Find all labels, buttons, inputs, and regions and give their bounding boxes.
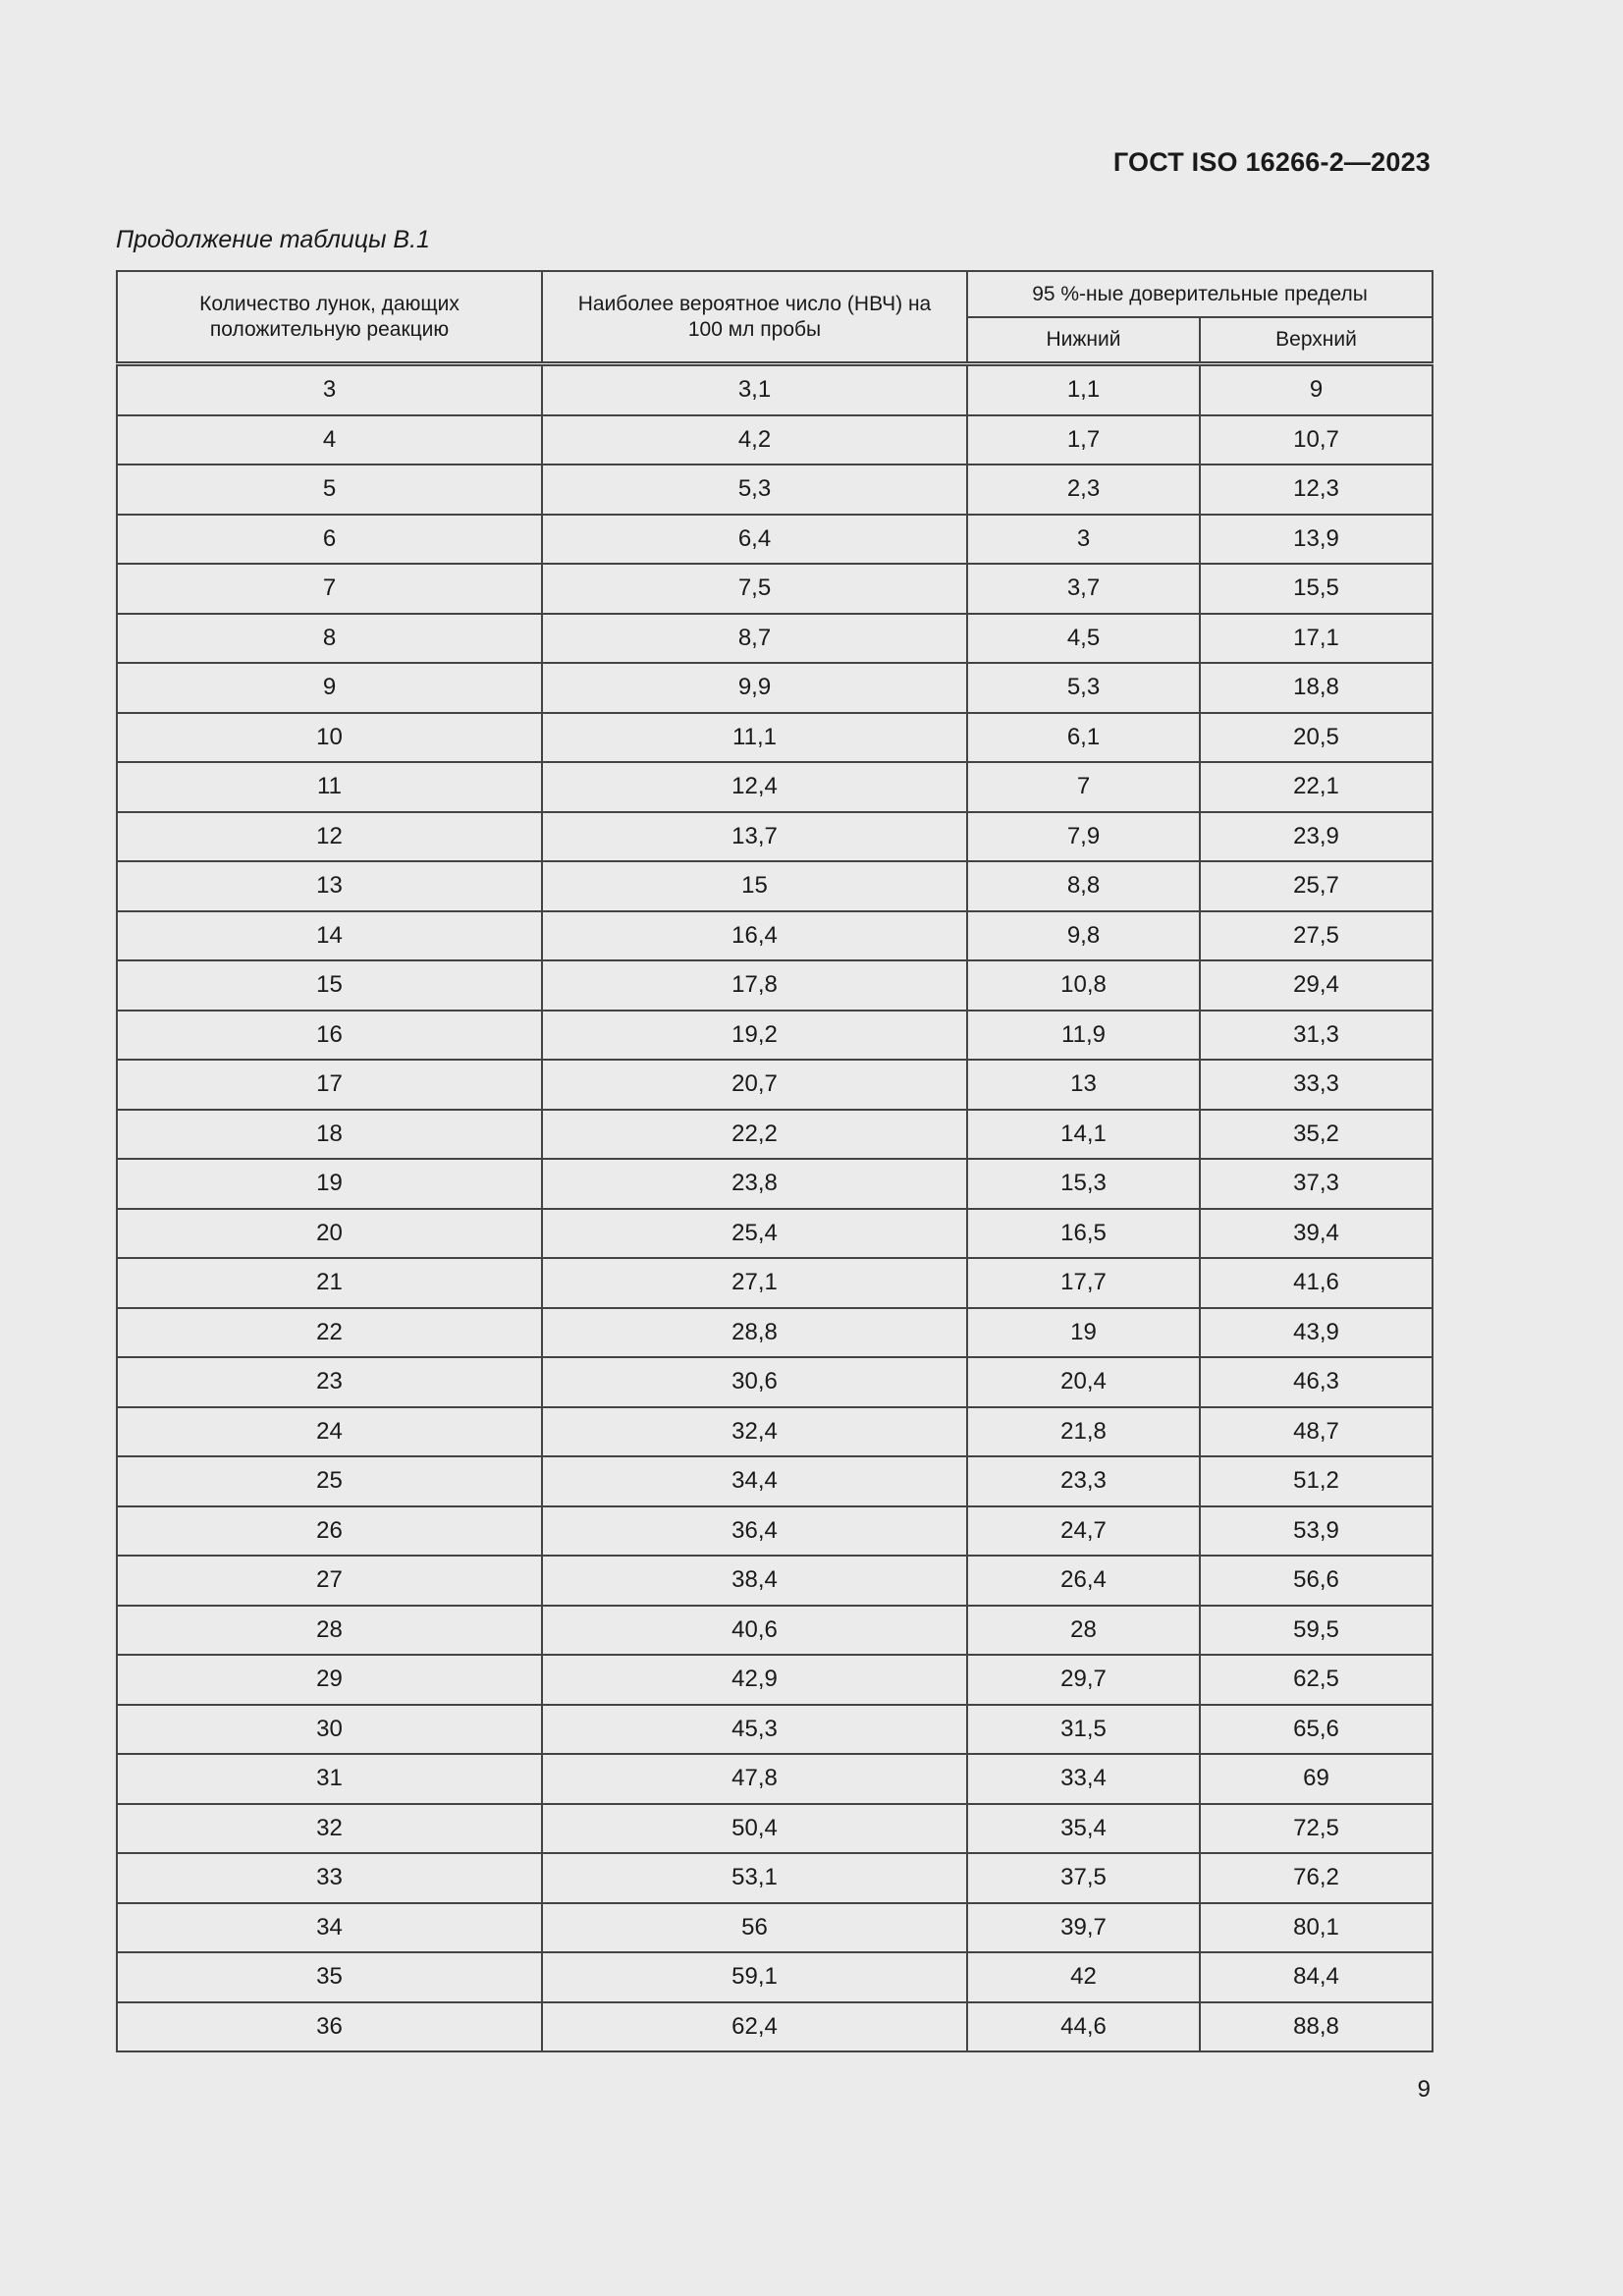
cell-upper: 59,5 [1200,1606,1433,1656]
cell-positive-wells: 17 [117,1060,542,1110]
cell-upper: 13,9 [1200,515,1433,565]
cell-mpn: 6,4 [542,515,967,565]
table-row [117,1655,1433,1705]
cell-mpn: 11,1 [542,713,967,763]
cell-upper: 72,5 [1200,1804,1433,1854]
cell-lower: 4,5 [967,614,1200,664]
table-row [117,1357,1433,1407]
cell-positive-wells: 4 [117,415,542,465]
cell-mpn: 20,7 [542,1060,967,1110]
cell-upper: 9 [1200,364,1433,415]
cell-lower: 7 [967,762,1200,812]
header-confidence-limits: 95 %-ные доверительные пределы [967,271,1433,317]
cell-mpn: 22,2 [542,1110,967,1160]
cell-lower: 14,1 [967,1110,1200,1160]
cell-mpn: 42,9 [542,1655,967,1705]
cell-positive-wells: 28 [117,1606,542,1656]
cell-upper: 84,4 [1200,1952,1433,2002]
cell-lower: 42 [967,1952,1200,2002]
cell-upper: 33,3 [1200,1060,1433,1110]
cell-positive-wells: 20 [117,1209,542,1259]
cell-upper: 69 [1200,1754,1433,1804]
table-row [117,713,1433,763]
table-row [117,1705,1433,1755]
cell-positive-wells: 24 [117,1407,542,1457]
cell-upper: 22,1 [1200,762,1433,812]
cell-positive-wells: 32 [117,1804,542,1854]
cell-lower: 3,7 [967,564,1200,614]
cell-lower: 16,5 [967,1209,1200,1259]
cell-upper: 53,9 [1200,1506,1433,1557]
cell-upper: 48,7 [1200,1407,1433,1457]
cell-positive-wells: 22 [117,1308,542,1358]
cell-mpn: 25,4 [542,1209,967,1259]
table-row [117,1308,1433,1358]
cell-upper: 23,9 [1200,812,1433,862]
cell-lower: 2,3 [967,465,1200,515]
table-row [117,1159,1433,1209]
cell-positive-wells: 34 [117,1903,542,1953]
cell-upper: 62,5 [1200,1655,1433,1705]
cell-mpn: 9,9 [542,663,967,713]
cell-upper: 27,5 [1200,911,1433,961]
table-row [117,515,1433,565]
cell-positive-wells: 31 [117,1754,542,1804]
cell-lower: 15,3 [967,1159,1200,1209]
cell-mpn: 28,8 [542,1308,967,1358]
table-row [117,1853,1433,1903]
cell-upper: 76,2 [1200,1853,1433,1903]
table-row [117,614,1433,664]
cell-positive-wells: 6 [117,515,542,565]
cell-positive-wells: 26 [117,1506,542,1557]
table-row [117,1952,1433,2002]
cell-upper: 10,7 [1200,415,1433,465]
cell-lower: 29,7 [967,1655,1200,1705]
table-row [117,415,1433,465]
table-row [117,1606,1433,1656]
cell-positive-wells: 23 [117,1357,542,1407]
header-mpn: Наиболее вероятное число (НВЧ) на 100 мл пробы [542,271,967,364]
mpn-table [116,270,1434,2052]
cell-lower: 9,8 [967,911,1200,961]
cell-lower: 31,5 [967,1705,1200,1755]
cell-upper: 29,4 [1200,960,1433,1011]
cell-positive-wells: 29 [117,1655,542,1705]
table-row [117,1407,1433,1457]
cell-upper: 80,1 [1200,1903,1433,1953]
table-row [117,364,1433,415]
cell-positive-wells: 36 [117,2002,542,2052]
cell-positive-wells: 35 [117,1952,542,2002]
table-row [117,1506,1433,1557]
cell-mpn: 15 [542,861,967,911]
cell-positive-wells: 5 [117,465,542,515]
table-row [117,812,1433,862]
cell-positive-wells: 8 [117,614,542,664]
cell-upper: 88,8 [1200,2002,1433,2052]
cell-lower: 3 [967,515,1200,565]
cell-positive-wells: 14 [117,911,542,961]
cell-mpn: 12,4 [542,762,967,812]
cell-upper: 18,8 [1200,663,1433,713]
cell-positive-wells: 21 [117,1258,542,1308]
cell-lower: 17,7 [967,1258,1200,1308]
table-body [117,364,1433,2052]
table-row [117,1011,1433,1061]
cell-mpn: 27,1 [542,1258,967,1308]
cell-positive-wells: 12 [117,812,542,862]
cell-mpn: 40,6 [542,1606,967,1656]
cell-positive-wells: 16 [117,1011,542,1061]
table-row [117,861,1433,911]
cell-upper: 37,3 [1200,1159,1433,1209]
table-row [117,1556,1433,1606]
cell-mpn: 45,3 [542,1705,967,1755]
cell-lower: 11,9 [967,1011,1200,1061]
cell-upper: 51,2 [1200,1456,1433,1506]
cell-lower: 19 [967,1308,1200,1358]
table-row [117,1209,1433,1259]
cell-lower: 35,4 [967,1804,1200,1854]
table-row [117,762,1433,812]
cell-upper: 20,5 [1200,713,1433,763]
cell-lower: 24,7 [967,1506,1200,1557]
cell-mpn: 32,4 [542,1407,967,1457]
cell-lower: 1,7 [967,415,1200,465]
cell-lower: 6,1 [967,713,1200,763]
cell-positive-wells: 33 [117,1853,542,1903]
table-row [117,1804,1433,1854]
cell-upper: 46,3 [1200,1357,1433,1407]
cell-mpn: 34,4 [542,1456,967,1506]
document-code: ГОСТ ISO 16266-2—2023 [1112,147,1431,177]
table-row [117,663,1433,713]
cell-lower: 26,4 [967,1556,1200,1606]
cell-positive-wells: 11 [117,762,542,812]
cell-mpn: 3,1 [542,364,967,415]
cell-lower: 28 [967,1606,1200,1656]
cell-upper: 65,6 [1200,1705,1433,1755]
table-caption: Продолжение таблицы В.1 [116,226,430,253]
cell-mpn: 47,8 [542,1754,967,1804]
table-row [117,2002,1433,2052]
cell-mpn: 17,8 [542,960,967,1011]
cell-lower: 37,5 [967,1853,1200,1903]
cell-mpn: 4,2 [542,415,967,465]
cell-upper: 31,3 [1200,1011,1433,1061]
cell-lower: 10,8 [967,960,1200,1011]
cell-mpn: 56 [542,1903,967,1953]
cell-lower: 44,6 [967,2002,1200,2052]
table-row [117,1060,1433,1110]
table-row [117,1754,1433,1804]
cell-lower: 20,4 [967,1357,1200,1407]
table-row [117,564,1433,614]
table-row [117,1903,1433,1953]
header-positive-wells: Количество лунок, дающих положительную реакцию [117,271,542,364]
cell-positive-wells: 10 [117,713,542,763]
cell-lower: 8,8 [967,861,1200,911]
cell-lower: 39,7 [967,1903,1200,1953]
header-upper: Верхний [1200,317,1433,364]
cell-mpn: 59,1 [542,1952,967,2002]
cell-positive-wells: 18 [117,1110,542,1160]
cell-lower: 21,8 [967,1407,1200,1457]
cell-positive-wells: 15 [117,960,542,1011]
table-row [117,1258,1433,1308]
cell-lower: 23,3 [967,1456,1200,1506]
cell-positive-wells: 30 [117,1705,542,1755]
cell-positive-wells: 7 [117,564,542,614]
cell-upper: 35,2 [1200,1110,1433,1160]
table-row [117,1456,1433,1506]
cell-positive-wells: 3 [117,364,542,415]
cell-lower: 5,3 [967,663,1200,713]
cell-positive-wells: 27 [117,1556,542,1606]
cell-lower: 13 [967,1060,1200,1110]
cell-upper: 56,6 [1200,1556,1433,1606]
page-number: 9 [1417,2076,1431,2103]
cell-mpn: 38,4 [542,1556,967,1606]
table-row [117,1110,1433,1160]
cell-positive-wells: 25 [117,1456,542,1506]
cell-lower: 1,1 [967,364,1200,415]
cell-upper: 39,4 [1200,1209,1433,1259]
cell-mpn: 7,5 [542,564,967,614]
cell-upper: 17,1 [1200,614,1433,664]
cell-upper: 25,7 [1200,861,1433,911]
cell-lower: 33,4 [967,1754,1200,1804]
header-lower: Нижний [967,317,1200,364]
cell-positive-wells: 13 [117,861,542,911]
cell-positive-wells: 9 [117,663,542,713]
cell-mpn: 16,4 [542,911,967,961]
cell-mpn: 62,4 [542,2002,967,2052]
cell-upper: 41,6 [1200,1258,1433,1308]
cell-lower: 7,9 [967,812,1200,862]
cell-mpn: 19,2 [542,1011,967,1061]
table-row [117,465,1433,515]
cell-mpn: 8,7 [542,614,967,664]
cell-mpn: 5,3 [542,465,967,515]
cell-mpn: 23,8 [542,1159,967,1209]
cell-upper: 43,9 [1200,1308,1433,1358]
cell-mpn: 30,6 [542,1357,967,1407]
table-row [117,911,1433,961]
cell-mpn: 13,7 [542,812,967,862]
cell-upper: 15,5 [1200,564,1433,614]
cell-mpn: 53,1 [542,1853,967,1903]
cell-positive-wells: 19 [117,1159,542,1209]
cell-mpn: 36,4 [542,1506,967,1557]
cell-mpn: 50,4 [542,1804,967,1854]
table-row [117,960,1433,1011]
cell-upper: 12,3 [1200,465,1433,515]
